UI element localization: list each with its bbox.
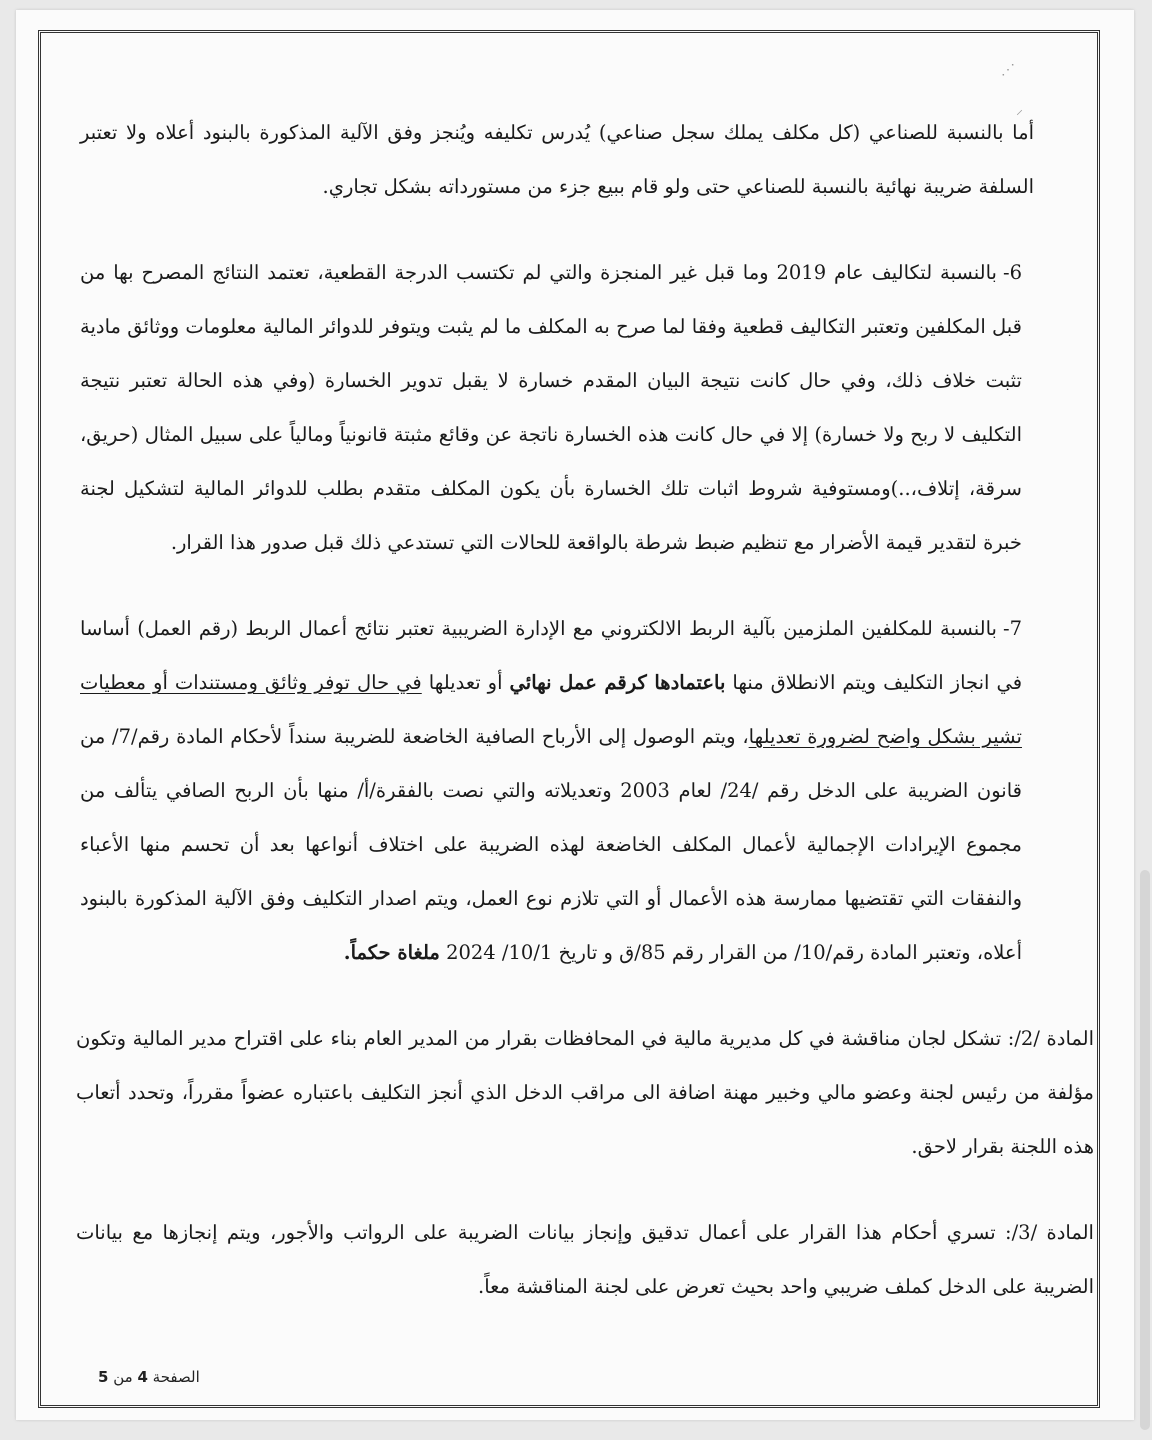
article-text: تسري أحكام هذا القرار على أعمال تدقيق وإنجاز بيانات الضريبة على الرواتب والأجور، ويتم إنجازها مع بيانات الضريبة على الدخل كملف ضريبي واحد بحيث تعرض على لجنة المناقشة معاً. xyxy=(76,1221,1094,1298)
page-word: الصفحة xyxy=(152,1368,200,1386)
article-2 xyxy=(76,1012,1094,1174)
item-text: بالنسبة لتكاليف عام 2019 وما قبل غير المنجزة والتي لم تكتسب الدرجة القطعية، تعتمد النتائج المصرح بها من قبل المكلفين وتعتبر التكاليف قطعية وفقا لما صرح به المكلف ما لم يثبت ويتوفر للدوائر المالية معلومات ووثائق مادية تثبت خلاف ذلك، وفي حال كانت نتيجة البيان المقدم خسارة لا يقبل تدوير الخسارة (وفي هذه الحالة تعتبر نتيجة التكليف لا ربح ولا خسارة) إلا في حال كانت هذه الخسارة ناتجة عن وقائع مثبتة قانونياً ومالياً على سبيل المثال (حريق، سرقة، إتلاف،..)ومستوفية شروط اثبات تلك الخسارة بأن يكون المكلف متقدم بطلب للدوائر المالية لتشكيل لجنة خبرة لتقدير قيمة الأضرار مع تنظيم ضبط شرطة بالواقعة للحالات التي تستدعي ذلك قبل صدور هذا القرار. xyxy=(80,261,1022,554)
item-6 xyxy=(76,246,1034,570)
of-word: من xyxy=(113,1368,133,1386)
item-7 xyxy=(76,602,1034,980)
paragraph-industrial xyxy=(76,106,1034,214)
article-label: المادة /3/: xyxy=(1005,1221,1094,1244)
article-text: تشكل لجان مناقشة في كل مديرية مالية في المحافظات بقرار من المدير العام بناء على اقتراح مدير المالية وتكون مؤلفة من رئيس لجنة وعضو مالي وخبير مهنة اضافة الى مراقب الدخل الذي أنجز التكليف باعتباره عضواً مقرراً، وتحدد أتعاب هذه اللجنة بقرار لاحق. xyxy=(76,1027,1094,1158)
item-text: أو تعديلها xyxy=(428,671,503,694)
document-page xyxy=(16,10,1134,1420)
item-number: 7- xyxy=(1002,617,1022,640)
bold-phrase: ملغاة حكماً. xyxy=(343,941,440,964)
scrollbar[interactable] xyxy=(1140,870,1150,1430)
scan-mark: ⸝ xyxy=(1016,102,1023,118)
document-body xyxy=(76,106,1095,1346)
item-text: ، ويتم الوصول إلى الأرباح الصافية الخاضعة للضريبة سنداً لأحكام المادة رقم/7/ من قانون الضريبة على الدخل رقم /24/ لعام 2003 وتعديلاته والتي نصت بالفقرة/أ/ منها بأن الربح الصافي يتألف من مجموع الإيرادات الإجمالية لأعمال المكلف الخاضعة لهذه الضريبة على اختلاف أنواعها بعد أن تحسم منها الأعباء والنفقات التي تقتضيها ممارسة هذه الأعمال أو التي تلازم نوع العمل، ويتم اصدار التكليف وفق الآلية المذكورة بالبنود أعلاه، وتعتبر المادة رقم/10/ من القرار رقم 85/ق و تاريخ 10/1/ 2024 xyxy=(80,725,1022,964)
item-text: بالنسبة للمكلفين الملزمين بآلية الربط الالكتروني مع الإدارة الضريبية تعتبر نتائج أعمال الربط (رقم العمل) أساسا في انجاز التكليف ويتم الانطلاق منها xyxy=(80,617,1023,694)
paragraph-text: أما بالنسبة للصناعي (كل مكلف يملك سجل صناعي) يُدرس تكليفه ويُنجز وفق الآلية المذكورة بالبنود أعلاه ولا تعتبر السلفة ضريبة نهائية بالنسبة للصناعي حتى ولو قام ببيع جزء من مستورداته بشكل تجاري. xyxy=(80,121,1034,198)
article-label: المادة /2/: xyxy=(1007,1027,1095,1050)
underlined-phrase: في حال توفر وثائق ومستندات أو معطيات تشير بشكل واضح لضرورة تعديلها xyxy=(80,671,1022,748)
item-number: 6- xyxy=(1002,261,1022,284)
bold-phrase: باعتمادها كرقم عمل نهائي xyxy=(509,671,726,694)
scan-mark: ⋰ xyxy=(1001,62,1015,78)
article-3 xyxy=(76,1206,1094,1314)
page-number: 4 xyxy=(137,1368,148,1386)
total-pages: 5 xyxy=(98,1368,109,1386)
page-footer xyxy=(98,1368,200,1386)
